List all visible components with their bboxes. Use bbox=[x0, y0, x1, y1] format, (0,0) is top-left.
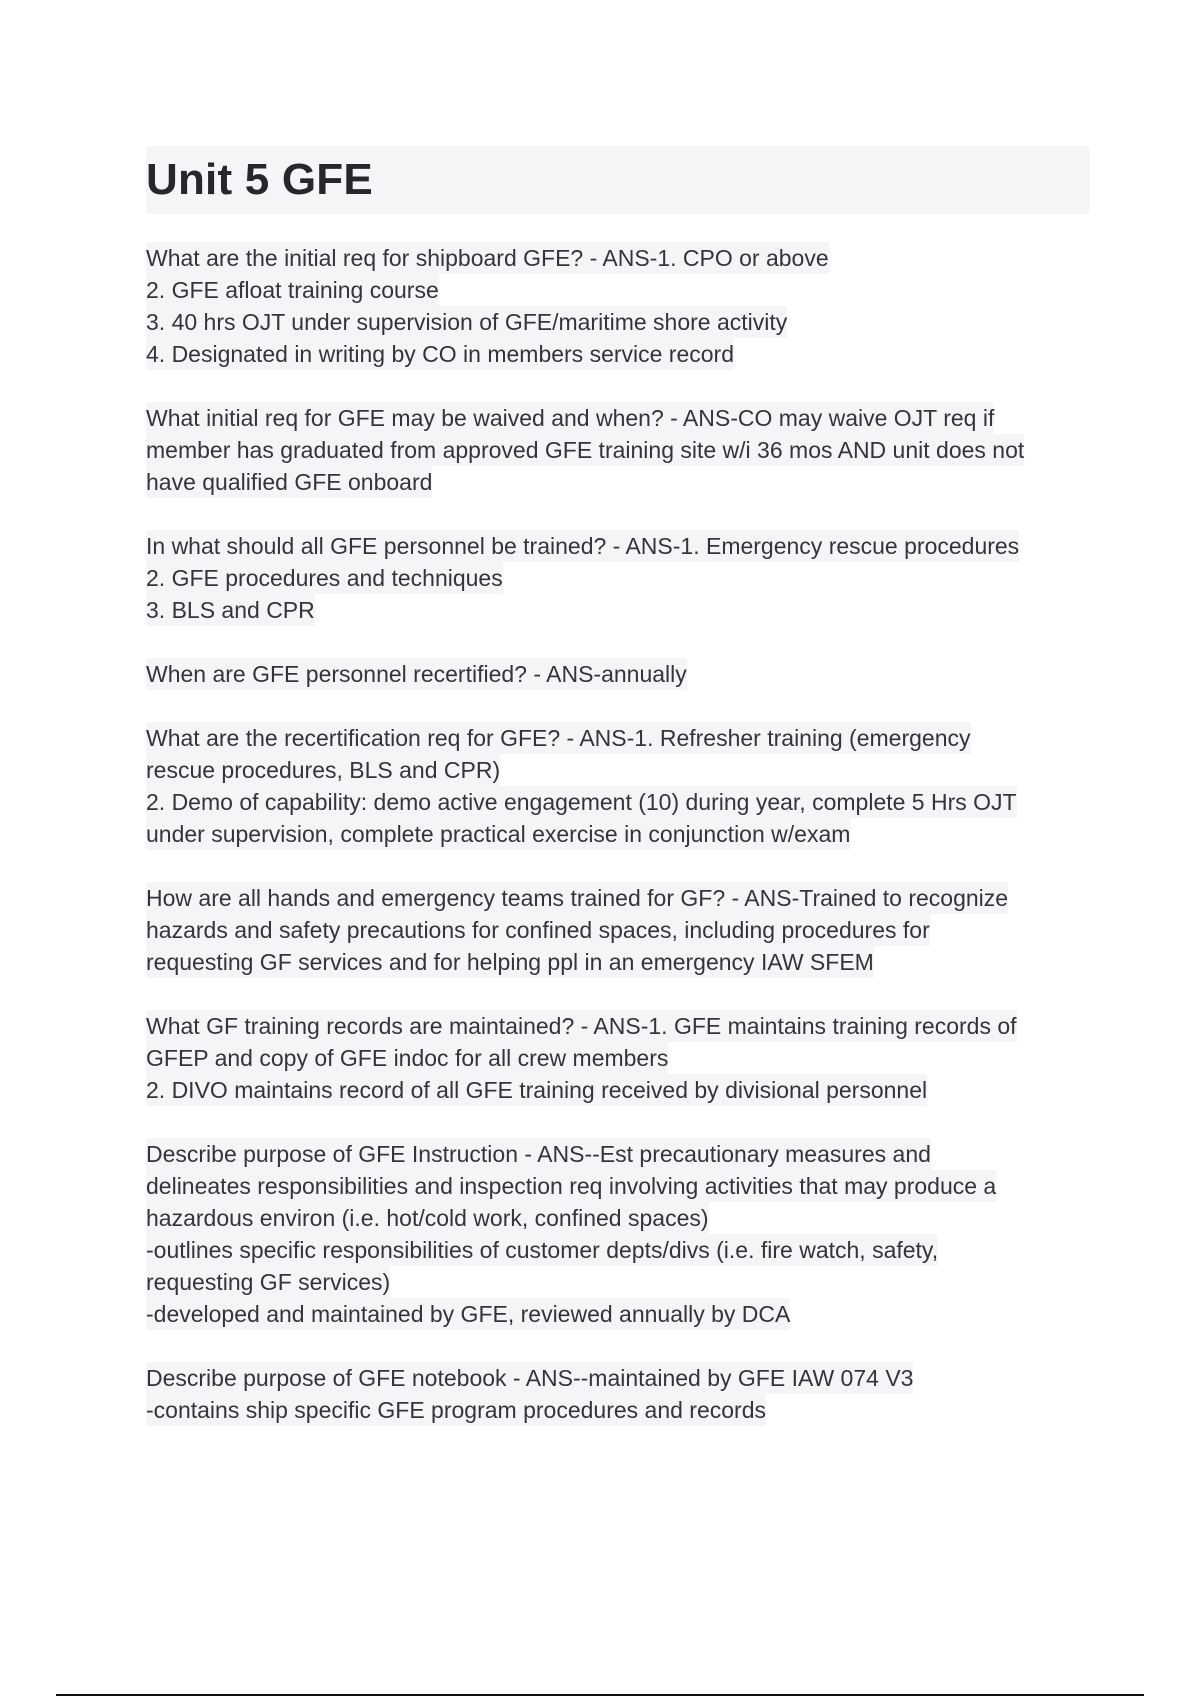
answer-line: -outlines specific responsibilities of customer depts/divs (i.e. fire watch, safety, bbox=[146, 1234, 938, 1266]
question-line: How are all hands and emergency teams trained for GF? - ANS-Trained to recognize bbox=[146, 882, 1008, 914]
answer-line: -developed and maintained by GFE, reviewed annually by DCA bbox=[146, 1298, 790, 1330]
title-bar bbox=[146, 146, 1090, 214]
answer-line: 2. GFE afloat training course bbox=[146, 274, 439, 306]
question-line: In what should all GFE personnel be trained? - ANS-1. Emergency rescue procedures bbox=[146, 530, 1019, 562]
answer-line: hazardous environ (i.e. hot/cold work, confined spaces) bbox=[146, 1202, 709, 1234]
answer-line: 4. Designated in writing by CO in members service record bbox=[146, 338, 734, 370]
answer-line: member has graduated from approved GFE training site w/i 36 mos AND unit does not bbox=[146, 434, 1024, 466]
qa-block bbox=[146, 402, 1090, 498]
qa-block bbox=[146, 722, 1090, 850]
question-line: Describe purpose of GFE notebook - ANS--maintained by GFE IAW 074 V3 bbox=[146, 1362, 913, 1394]
qa-block bbox=[146, 882, 1090, 978]
document-title: Unit 5 GFE bbox=[146, 155, 373, 204]
qa-block bbox=[146, 1362, 1090, 1426]
question-line: Describe purpose of GFE Instruction - ANS--Est precautionary measures and bbox=[146, 1138, 931, 1170]
answer-line: rescue procedures, BLS and CPR) bbox=[146, 754, 500, 786]
answer-line: 3. 40 hrs OJT under supervision of GFE/maritime shore activity bbox=[146, 306, 787, 338]
document-page bbox=[146, 146, 1090, 1458]
answer-line: hazards and safety precautions for confined spaces, including procedures for bbox=[146, 914, 930, 946]
qa-block bbox=[146, 658, 1090, 690]
qa-list bbox=[146, 242, 1090, 1426]
answer-line: 2. Demo of capability: demo active engagement (10) during year, complete 5 Hrs OJT bbox=[146, 786, 1017, 818]
answer-line: 3. BLS and CPR bbox=[146, 594, 315, 626]
qa-block bbox=[146, 530, 1090, 626]
answer-line: requesting GF services and for helping ppl in an emergency IAW SFEM bbox=[146, 946, 874, 978]
answer-line: 2. GFE procedures and techniques bbox=[146, 562, 503, 594]
answer-line: requesting GF services) bbox=[146, 1266, 390, 1298]
answer-line: GFEP and copy of GFE indoc for all crew members bbox=[146, 1042, 668, 1074]
qa-block bbox=[146, 242, 1090, 370]
question-line: What are the initial req for shipboard GFE? - ANS-1. CPO or above bbox=[146, 242, 829, 274]
answer-line: have qualified GFE onboard bbox=[146, 466, 432, 498]
qa-block bbox=[146, 1138, 1090, 1330]
question-line: When are GFE personnel recertified? - ANS-annually bbox=[146, 658, 687, 690]
question-line: What initial req for GFE may be waived and when? - ANS-CO may waive OJT req if bbox=[146, 402, 994, 434]
question-line: What are the recertification req for GFE? - ANS-1. Refresher training (emergency bbox=[146, 722, 971, 754]
answer-line: under supervision, complete practical exercise in conjunction w/exam bbox=[146, 818, 850, 850]
footer-divider bbox=[56, 1694, 1144, 1696]
answer-line: delineates responsibilities and inspection req involving activities that may produce a bbox=[146, 1170, 996, 1202]
question-line: What GF training records are maintained? - ANS-1. GFE maintains training records of bbox=[146, 1010, 1017, 1042]
qa-block bbox=[146, 1010, 1090, 1106]
answer-line: 2. DIVO maintains record of all GFE training received by divisional personnel bbox=[146, 1074, 927, 1106]
answer-line: -contains ship specific GFE program procedures and records bbox=[146, 1394, 766, 1426]
